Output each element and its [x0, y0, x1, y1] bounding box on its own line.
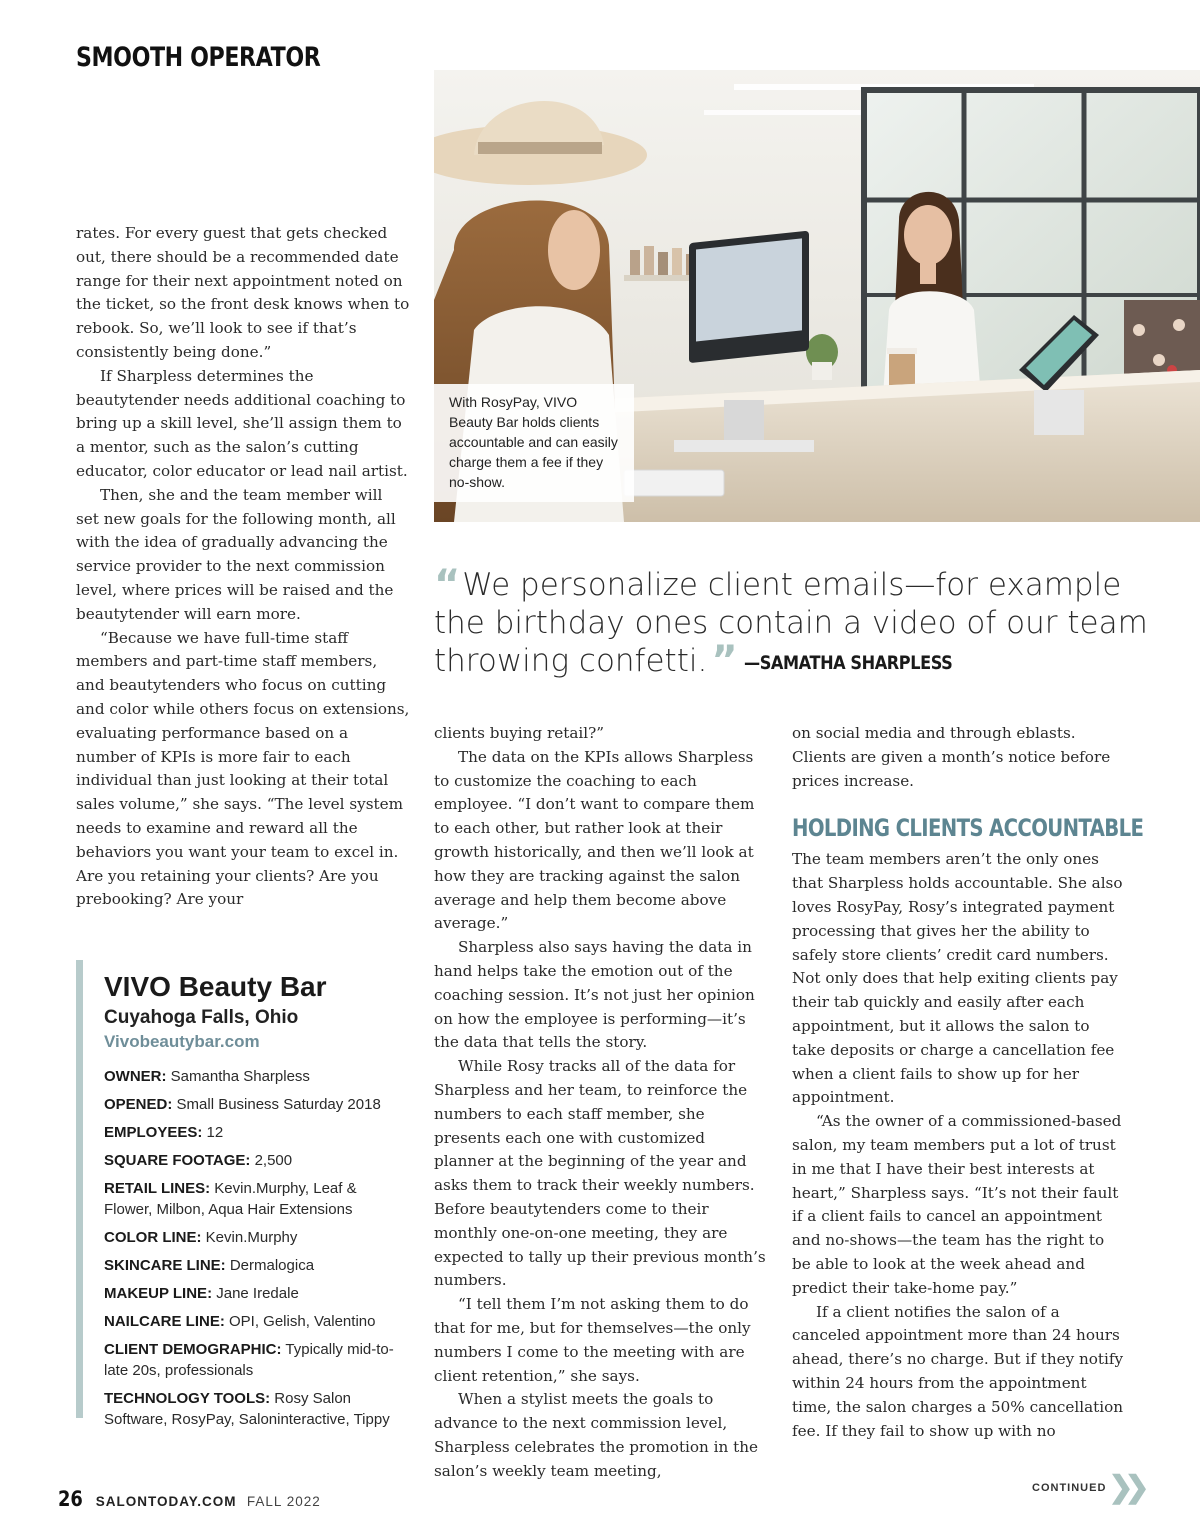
salon-fact-box [76, 960, 406, 1428]
fact-value: Kevin.Murphy, Leaf & Flower, Milbon, Aqua Hair Extensions [104, 1180, 357, 1218]
fact-label: NAILCARE LINE: [104, 1313, 225, 1330]
publication-name: SALONTODAY.COM [95, 1494, 237, 1509]
paragraph: clients buying retail?” [434, 724, 605, 742]
salon-name: VIVO Beauty Bar [104, 971, 327, 1002]
section-title: SMOOTH OPERATOR [76, 42, 321, 73]
paragraph: When a stylist meets the goals to advance to the next commission level, Sharpless celebrates the promotion in the salon’s weekly team meeting, [434, 1390, 758, 1480]
article-column-1 [76, 222, 410, 912]
open-quote-mark: “ [434, 562, 461, 608]
paragraph: on social media and through eblasts. Clients are given a month’s notice before prices increase. [792, 724, 1111, 790]
paragraph: “Because we have full-time staff members and part-time staff members, and beautytenders who focus on cutting and color while others focus on extensions, evaluating performance based on a number of KPIs is more fair to each individual than just looking at their total sales volume,” she says. “The level system needs to examine and reward all the behaviors you want your team to excel in. Are you retaining your clients? Are you prebooking? Are your [76, 628, 410, 909]
paragraph: rates. For every guest that gets checked out, there should be a recommended date range for their next appointment noted on the ticket, so the front desk knows when to rebook. So, we’ll look to see if that’s consistently being done.” [76, 224, 410, 361]
paragraph: The team members aren’t the only ones that Sharpless holds accountable. She also loves RosyPay, Rosy’s integrated payment processing that gives her the ability to safely store clients’ credit card numbers. Not only does that help exiting clients pay their tab quickly and easily after each appointment, but it allows the salon to take deposits or charge a cancellation fee when a client fails to show up for her appointment. [792, 850, 1123, 1107]
fact-row [104, 1122, 406, 1143]
fact-value: Kevin.Murphy [205, 1229, 298, 1246]
issue-date: FALL 2022 [246, 1494, 321, 1509]
fact-label: CLIENT DEMOGRAPHIC: [104, 1341, 282, 1358]
fact-row [104, 1283, 406, 1304]
salon-location: Cuyahoga Falls, Ohio [104, 1007, 299, 1028]
fact-value: Jane Iredale [216, 1285, 299, 1302]
fact-label: TECHNOLOGY TOOLS: [104, 1390, 271, 1407]
fact-row [104, 1094, 406, 1115]
fact-label: SKINCARE LINE: [104, 1257, 226, 1274]
article-column-3 [792, 722, 1144, 1443]
fact-value: Small Business Saturday 2018 [176, 1096, 381, 1113]
fact-label: COLOR LINE: [104, 1229, 202, 1246]
fact-value: Rosy Salon Software, RosyPay, Saloninteractive, Tippy [104, 1390, 390, 1428]
pull-quote [434, 562, 1154, 684]
fact-label: EMPLOYEES: [104, 1124, 203, 1141]
page-number: 26 [58, 1487, 83, 1511]
fact-value: Samantha Sharpless [170, 1068, 310, 1085]
pull-quote-text: We personalize client emails—for example the birthday ones contain a video of our team throwing confetti. [434, 567, 1148, 679]
subheading: HOLDING CLIENTS ACCOUNTABLE [792, 814, 1144, 843]
fact-value: 2,500 [254, 1152, 293, 1169]
fact-label: SQUARE FOOTAGE: [104, 1152, 251, 1169]
fact-row [104, 1150, 406, 1171]
paragraph: If Sharpless determines the beautytender needs additional coaching to bring up a skill level, she’ll assign them to a mentor, such as the salon’s cutting educator, color educator or lead nail artist. [76, 366, 408, 480]
pull-quote-attribution: —SAMATHA SHARPLESS [743, 652, 953, 674]
paragraph: While Rosy tracks all of the data for Sharpless and her team, to reinforce the numbers to each staff member, she presents each one with customized planner at the beginning of the year and asks them to track their weekly numbers. Before beautytenders come to their monthly one-on-one meeting, they are expected to tally up their previous month’s numbers. [434, 1057, 766, 1290]
fact-label: OWNER: [104, 1068, 167, 1085]
fact-label: MAKEUP LINE: [104, 1285, 213, 1302]
salon-website-link[interactable]: Vivobeautybar.com [104, 1032, 260, 1051]
fact-row [104, 1255, 406, 1276]
fact-value: 12 [206, 1124, 224, 1141]
article-column-2 [434, 722, 768, 1484]
photo-caption: With RosyPay, VIVO Beauty Bar holds clients accountable and can easily charge them a fee if they no-show. [434, 384, 634, 502]
fact-label: OPENED: [104, 1096, 173, 1113]
fact-row [104, 1066, 406, 1087]
continued-label: CONTINUED [1032, 1482, 1107, 1494]
fact-row [104, 1388, 406, 1430]
paragraph: Sharpless also says having the data in hand helps take the emotion out of the coaching session. It’s not just her opinion on how the employee is performing—it’s the data that tells the story. [434, 938, 755, 1052]
fact-label: RETAIL LINES: [104, 1180, 211, 1197]
fact-value: Typically mid-to-late 20s, professionals [104, 1341, 394, 1379]
close-quote-mark: ” [711, 638, 738, 684]
fact-value: Dermalogica [229, 1257, 315, 1274]
continued-link[interactable] [1032, 1470, 1141, 1505]
fact-value: OPI, Gelish, Valentino [229, 1313, 376, 1330]
double-chevron-right-icon: ❯❯ [1108, 1471, 1141, 1504]
page-footer [58, 1487, 321, 1511]
paragraph: “I tell them I’m not asking them to do that for me, but for themselves—the only numbers I come to the meeting with are client retention,” she says. [434, 1295, 751, 1385]
fact-row [104, 1227, 406, 1248]
fact-row [104, 1339, 406, 1381]
paragraph: If a client notifies the salon of a canceled appointment more than 24 hours ahead, there’s no charge. But if they notify within 24 hours from the appointment time, the salon charges a 50% cancellation fee. If they fail to show up with no [792, 1302, 1124, 1440]
paragraph: The data on the KPIs allows Sharpless to customize the coaching to each employee. “I don’t want to compare them to each other, but rather look at their growth historically, and then we’ll look at how they are tracking against the salon average and help them become above average.” [434, 747, 755, 933]
paragraph: “As the owner of a commissioned-based salon, my team members put a lot of trust in me that I have their best interests at heart,” Sharpless says. “It’s not their fault if a client fails to cancel an appointment and no-shows—the team has the right to be able to look at the week ahead and predict their take-home pay.” [792, 1112, 1122, 1297]
fact-row [104, 1311, 406, 1332]
fact-row [104, 1178, 406, 1220]
paragraph: Then, she and the team member will set new goals for the following month, all with the idea of gradually advancing the service provider to the next commission level, where prices will be raised and the beautytender will earn more. [76, 485, 396, 623]
